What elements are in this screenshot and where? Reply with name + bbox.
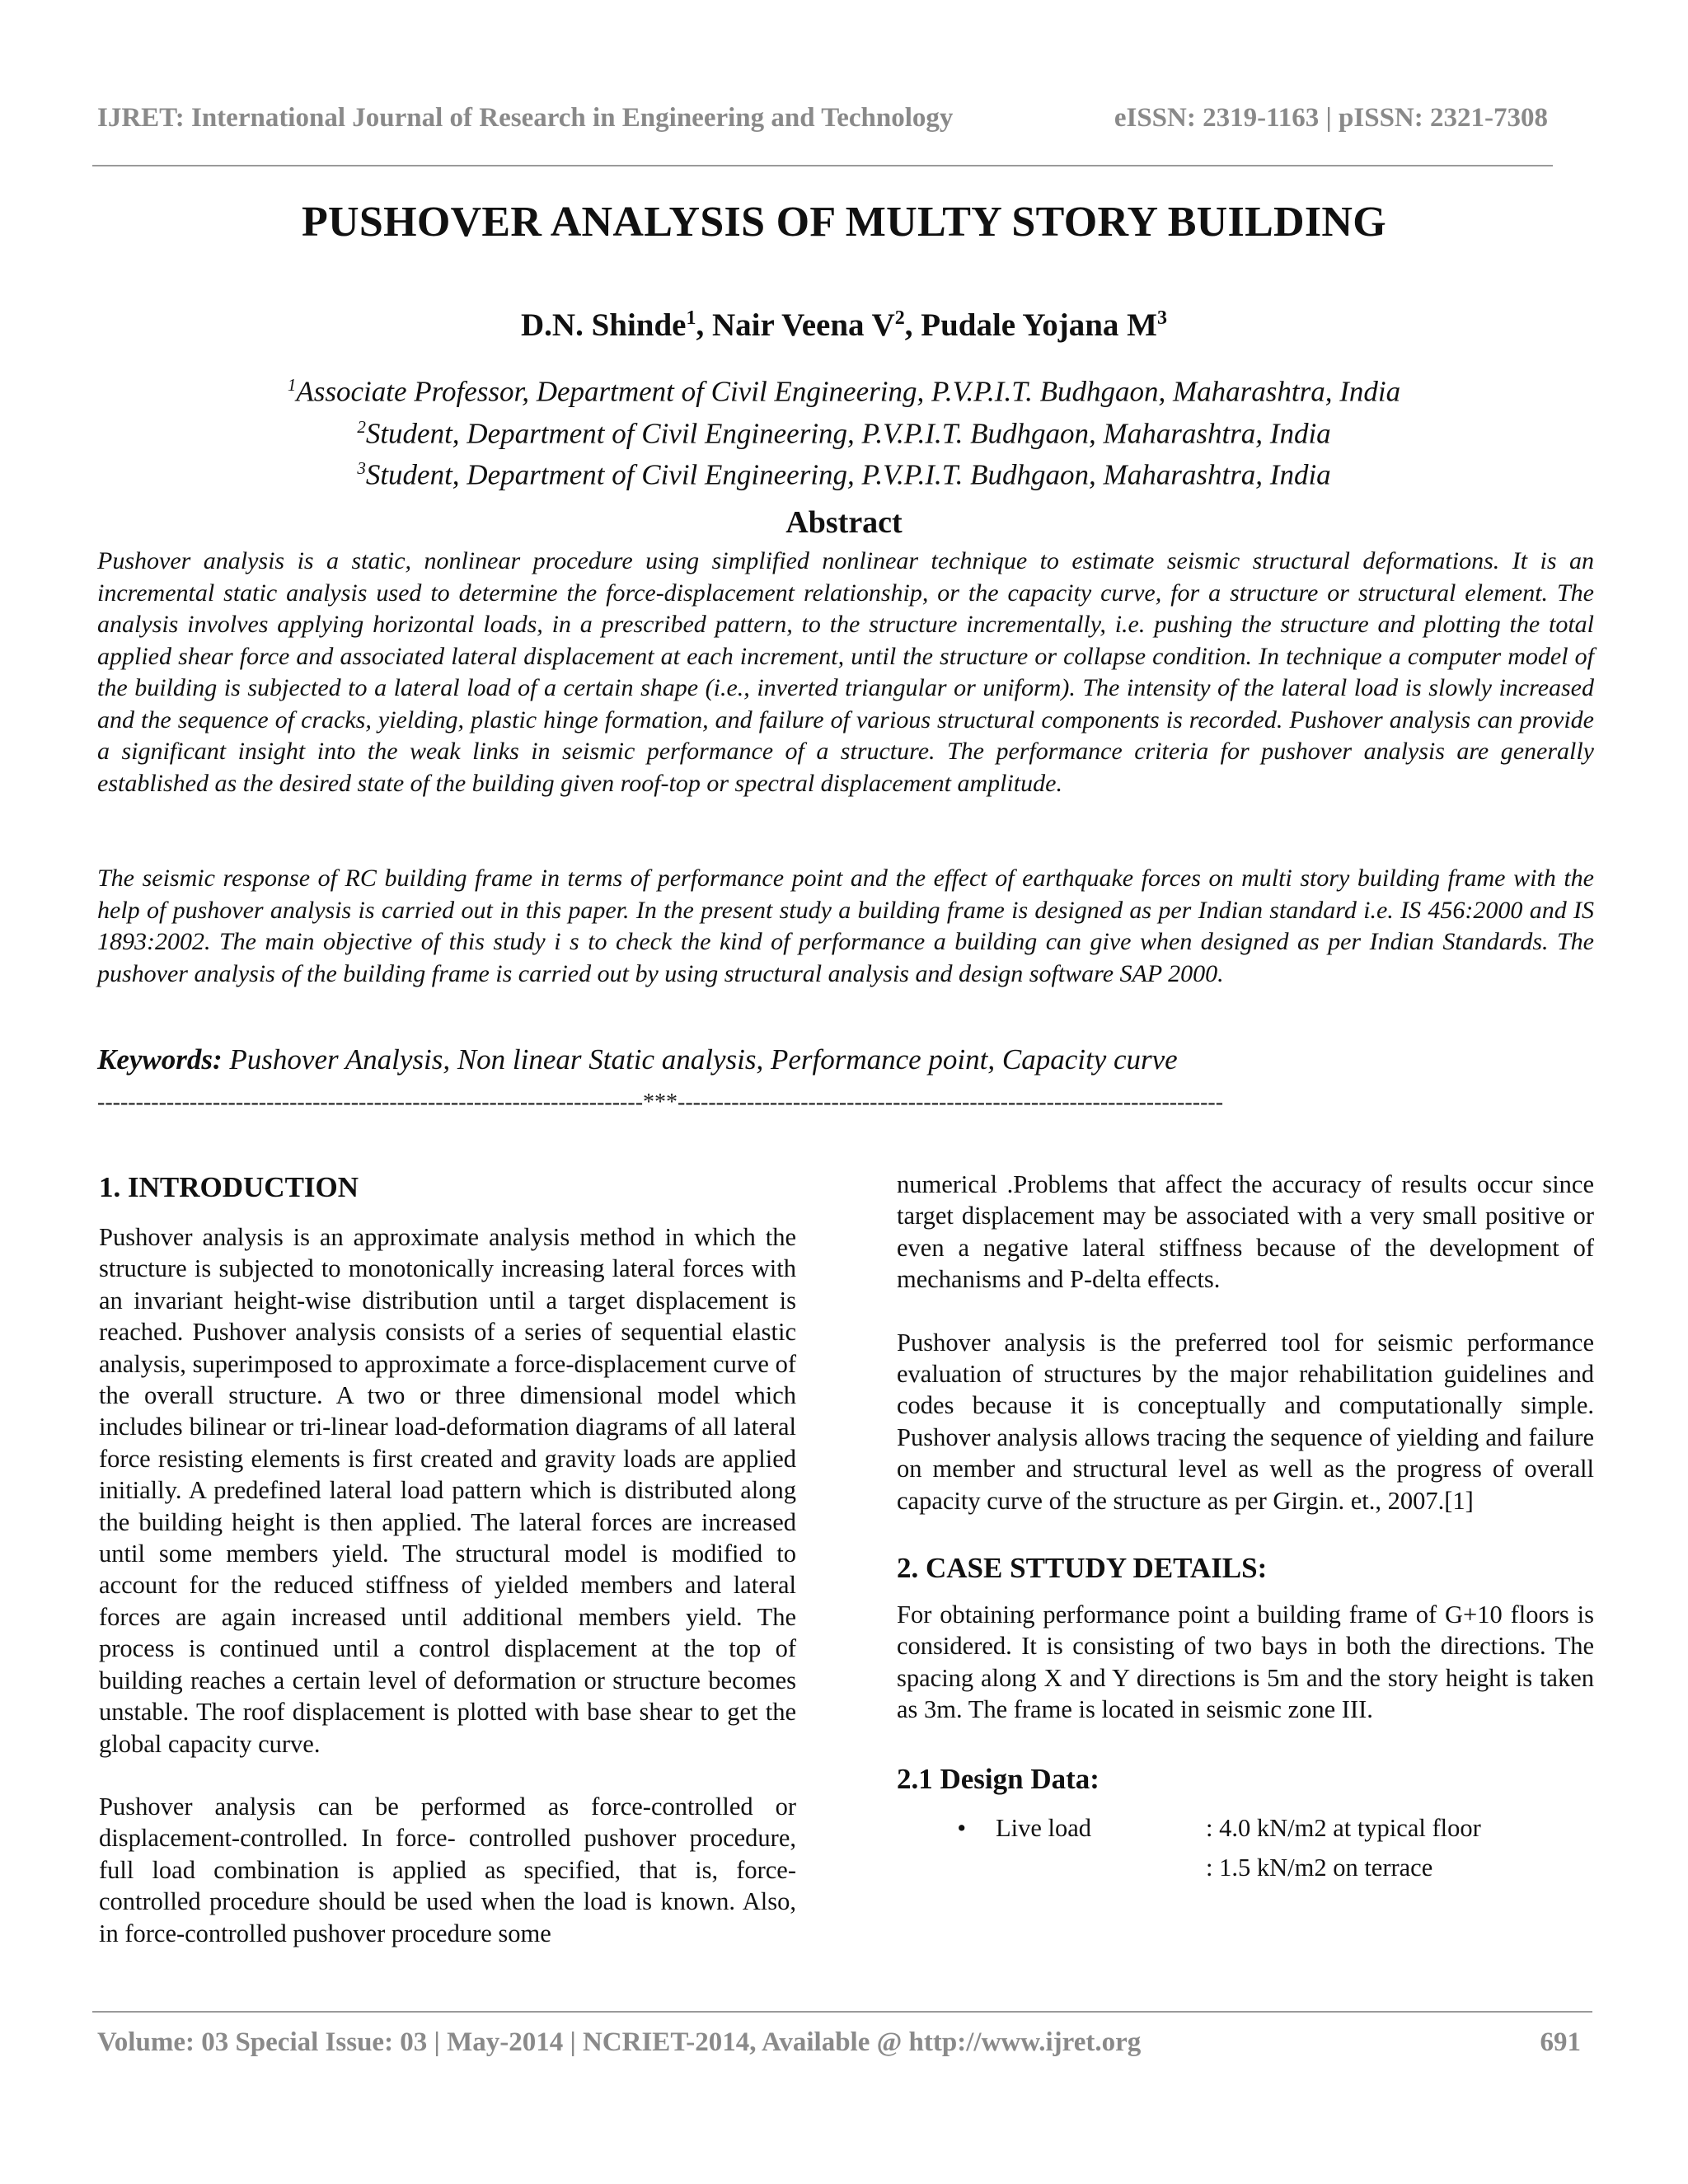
left-column [99,1169,796,1949]
author-name: Pudale Yojana M [921,307,1157,343]
design-data-value: : 1.5 kN/m2 on terrace [1206,1853,1433,1882]
affiliation-mark: 3 [357,458,366,479]
footer-citation: Volume: 03 Special Issue: 03 | May-2014 | NCRIET-2014, Available @ http://www.ijret.org [97,2027,1142,2057]
keywords-label: Keywords: [97,1043,223,1076]
footer-divider [92,2011,1592,2013]
affiliation-text: Associate Professor, Department of Civil Engineering, P.V.P.I.T. Budhgaon, Maharashtra, India [296,375,1401,408]
author-affiliation-mark: 3 [1156,307,1167,329]
affiliation-line [0,410,1688,452]
affiliation-text: Student, Department of Civil Engineering, P.V.P.I.T. Budhgaon, Maharashtra, India [365,417,1331,450]
bullet-placeholder [897,1848,996,1887]
affiliation-line [0,451,1688,493]
design-data-label [996,1848,1206,1887]
affiliation-mark: 1 [287,375,297,395]
design-data-label: Live load [996,1813,1092,1842]
issn-info: eISSN: 2319-1163 | pISSN: 2321-7308 [1114,102,1548,133]
affiliation-text: Student, Department of Civil Engineering, P.V.P.I.T. Budhgaon, Maharashtra, India [365,458,1331,491]
author-separator: , [904,307,921,343]
page-number: 691 [1540,2027,1581,2057]
author-affiliation-mark: 1 [686,307,696,329]
running-header [97,97,1548,138]
author-affiliation-mark: 2 [894,307,905,329]
right-column [897,1169,1594,1887]
header-divider [92,165,1553,166]
bullet: • [957,1813,966,1842]
section-heading: 1. INTRODUCTION [99,1171,359,1203]
body-paragraph: Pushover analysis can be performed as force-controlled or displacement-controlled. In force- controlled pushover procedure, full load combination is applied as specified, that is, force- controlled procedure should be used when the load is known. Also, in force-controlled pushover procedure some [99,1792,796,1947]
body-paragraph: Pushover analysis is the preferred tool for seismic performance evaluation of structures by the major rehabilitation guidelines and codes because it is conceptually and computationally simple. Pushover analysis allows tracing the sequence of yielding and failure on member and structural level as well as the progress of overall capacity curve of the structure as per Girgin. et., 2007.[1] [897,1328,1594,1515]
abstract-paragraph: Pushover analysis is a static, nonlinear procedure using simplified nonlinear technique to estimate seismic structural deformations. It is an incremental static analysis used to determine the force-displacement relationship, or the capacity curve, for a structure or structural element. The analysis involves applying horizontal loads, in a prescribed pattern, to the structure incrementally, i.e. pushing the structure and plotting the total applied shear force and associated lateral displacement at each increment, until the structure or collapse condition. In technique a computer model of the building is subjected to a lateral load of a certain shape (i.e., inverted triangular or uniform). The intensity of the lateral load is slowly increased and the sequence of cracks, yielding, plastic hinge formation, and failure of various structural components is recorded. Pushover analysis can provide a significant insight into the weak links in seismic performance of a structure. The performance criteria for pushover analysis are generally established as the desired state of the building given roof-top or spectral displacement amplitude. [97,547,1594,797]
paper-title: PUSHOVER ANALYSIS OF MULTY STORY BUILDING [301,199,1387,246]
author-line [0,307,1688,344]
footer [97,2027,1581,2058]
keywords-text: Pushover Analysis, Non linear Static analysis, Performance point, Capacity curve [222,1043,1178,1076]
abstract-heading: Abstract [785,505,903,540]
journal-name: IJRET: International Journal of Research in Engineering and Technology [97,102,954,133]
author-separator: , [696,307,712,343]
author-name: Nair Veena V [711,307,895,343]
body-paragraph: Pushover analysis is an approximate analysis method in which the structure is subjected to monotonically increasing lateral forces with an invariant height-wise distribution until a target displacement is reached. Pushover analysis consists of a series of sequential elastic analysis, superimposed to approximate a force-displacement curve of the overall structure. A two or three dimensional model which includes bilinear or tri-linear load-deformation diagrams of all lateral force resisting elements is first created and gravity loads are applied initially. A predefined lateral load pattern which is distributed along the building height is then applied. The lateral forces are increased until some members yield. The structural model is modified to account for the reduced stiffness of yielded members and lateral forces are again increased until additional members yield. The process is continued until a control displacement at the top of building reaches a certain level of deformation or structure becomes unstable. The roof displacement is plotted with base shear to get the global capacity curve. [99,1223,796,1758]
section-heading: 2. CASE STTUDY DETAILS: [897,1552,1268,1585]
design-data-row [897,1808,1594,1848]
subsection-heading: 2.1 Design Data: [897,1762,1100,1795]
keywords [97,1043,1594,1076]
author-name: D.N. Shinde [521,307,687,343]
body-paragraph: For obtaining performance point a building frame of G+10 floors is considered. It is consisting of two bays in both the directions. The spacing along X and Y directions is 5m and the story height is taken as 3m. The frame is located in seismic zone III. [897,1601,1594,1724]
design-data-value: : 4.0 kN/m2 at typical floor [1206,1813,1481,1842]
design-data-row [897,1848,1594,1887]
affiliation-mark: 2 [357,416,366,437]
section-separator: -----------------------------------------------------------------------***----------------------------------------------------------------------- [97,1090,1224,1115]
affiliation-line [0,368,1688,410]
abstract-paragraph: The seismic response of RC building frame in terms of performance point and the effect of earthquake forces on multi story building frame with the help of pushover analysis is carried out in this paper. In the present study a building frame is designed as per Indian standard i.e. IS 456:2000 and IS 1893:2002. The main objective of this study i s to check the kind of performance a building can give when designed as per Indian Standards. The pushover analysis of the building frame is carried out by using structural analysis and design software SAP 2000. [97,865,1594,987]
affiliations [0,368,1688,493]
body-paragraph: numerical .Problems that affect the accuracy of results occur since target displacement may be associated with a very small positive or even a negative lateral stiffness because of the development of mechanisms and P-delta effects. [897,1170,1594,1294]
